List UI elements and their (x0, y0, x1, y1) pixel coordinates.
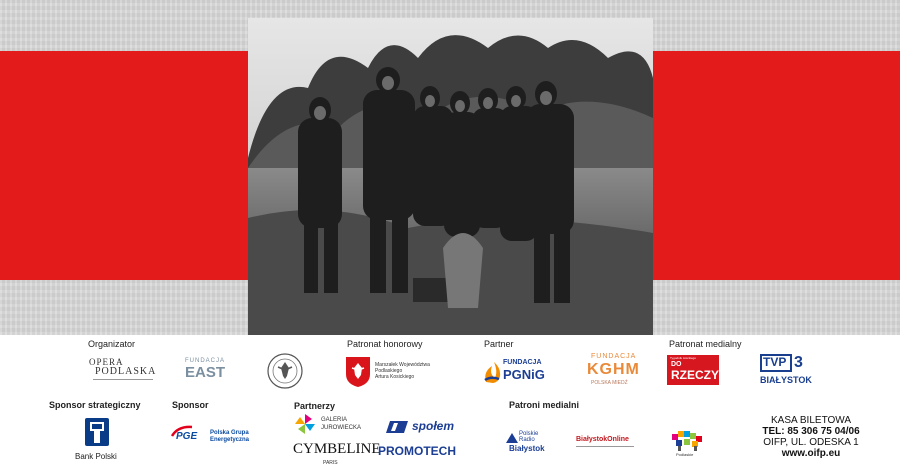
bison-icon (670, 428, 706, 452)
marszalek-logo: Marszałek Województwa Podlaskiego Artura Kosickiego (343, 354, 453, 390)
header-partnerzy: Partnerzy (294, 401, 336, 411)
fundacja-pgnig-logo: FUNDACJA PGNiG (483, 356, 545, 386)
header-patronat-honorowy: Patronat honorowy (347, 339, 423, 349)
address: OIFP, UL. ODESKA 1 (763, 437, 859, 448)
historical-photo (248, 18, 653, 336)
header-organizator: Organizator (88, 339, 136, 349)
header-patronat-medialny: Patronat medialny (669, 339, 742, 349)
pko-icon (84, 417, 110, 447)
flame-icon (483, 358, 501, 384)
promotech-logo: PROMOTECH (378, 444, 456, 458)
cymbeline-logo: CYMBELINE PARIS (293, 441, 381, 466)
galeria-jurowiecka-logo: GALERIA JUROWIECKA (295, 413, 365, 439)
podlaskie-logo: Podlaskie (668, 428, 708, 458)
header-patroni-medialni: Patroni medialni (509, 400, 580, 410)
fundacja-east-logo: FUNDACJA EAST (185, 358, 226, 381)
bialystok-online-logo: BiałystokOnline (576, 436, 640, 450)
opera-podlaska-logo: OPERA PODLASKA (85, 357, 160, 385)
ticket-office-label: KASA BILETOWA (770, 415, 852, 426)
podlaskie-coat-of-arms-icon (345, 356, 371, 388)
header-sponsor-strategiczny: Sponsor strategiczny (49, 400, 141, 410)
phone-number: TEL: 85 306 75 04/06 (762, 426, 860, 437)
website-link[interactable]: www.oifp.eu (781, 448, 841, 459)
polskie-radio-bialystok-logo: Polskie Radio Białystok (506, 431, 556, 453)
header-partner: Partner (484, 339, 514, 349)
ticket-office-info (736, 415, 886, 459)
pinwheel-icon (295, 414, 315, 436)
pge-logo: PGE Polska Grupa Energetyczna (170, 424, 260, 450)
pko-bank-polski-logo: Bank Polski (74, 415, 124, 465)
tvp3-bialystok-logo: TVP 3 BIAŁYSTOK (760, 354, 812, 385)
header-sponsor: Sponsor (172, 400, 209, 410)
fundacja-kghm-logo: FUNDACJA KGHM POLSKA MIEDŹ (587, 353, 640, 386)
seal-emblem-icon (266, 352, 304, 390)
spolem-logo: społem (386, 417, 456, 439)
do-rzeczy-logo: Tygodnik Lisickiego DO RZECZY (667, 355, 719, 385)
